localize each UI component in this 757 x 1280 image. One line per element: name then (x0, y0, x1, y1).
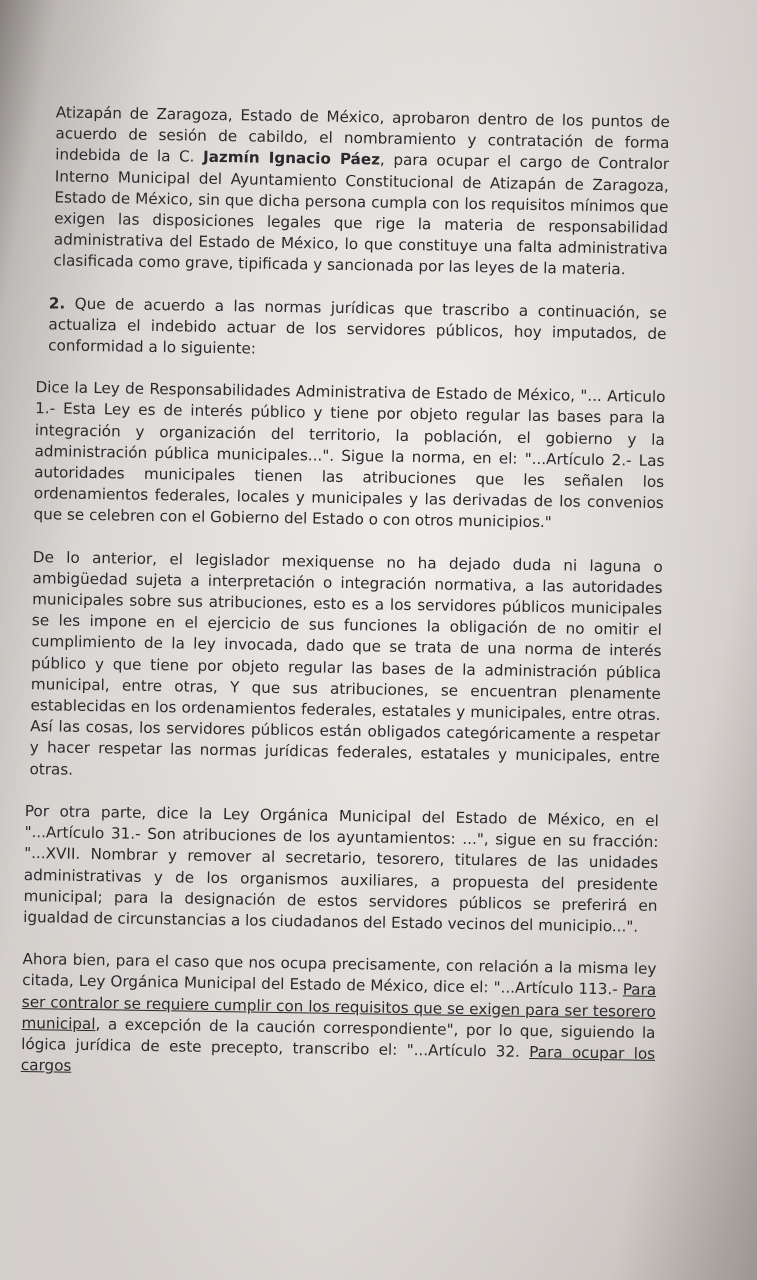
paragraph-continuation (27, 102, 670, 282)
numbered-paragraph-2 (26, 293, 667, 367)
paragraph-number: 2. (48, 293, 66, 313)
paragraph-text: Que de acuerdo a las normas jurídicas que trascribo a continuación, se actualiza el indebido actuar de los servidores públicos, hoy imputados, de conformidad a lo siguiente: (48, 294, 667, 358)
paragraph-text: Atizapán de Zaragoza, Estado de México, aprobaron dentro de los puntos de acuerdo de sesión de cabildo, el nombramiento y contratación de forma indebida de la C. (55, 103, 670, 167)
paragraph-text: , a excepción de la caución correspondiente", por lo que, siguiendo la lógica jurídica de este precepto, transcribo el: "...Artículo 32. (21, 1014, 656, 1061)
underlined-quote: Para ocupar los cargos (20, 1042, 656, 1075)
paragraph-text: , para ocupar el cargo de Contralor Interno Municipal del Ayuntamiento Constitucional de Atizapán de Zaragoza, Estado de México, sin que dicha persona cumpla con los requisitos mínimos que exigen las disposiciones legales que rige la materia de responsabilidad administrativa del Estado de México, lo que constituye una falta administrativa clasificada como grave, tipificada y sancionada por las leyes de la materia. (53, 150, 670, 279)
analysis-paragraph: De lo anterior, el legislador mexiquense no ha dejado duda ni laguna o ambigüedad sujeta a interpretación o integración normativa, a las autoridades municipales sobre sus atribuciones, esto es a los servidores públicos municipales se les impone en el ejercicio de sus funciones la obligación de no omitir el cumplimiento de la ley invocada, dado que se trata de una norma de interés público y que tiene por objeto regular las bases de la administración pública municipal, entre otras, Y que sus atribuciones, se encuentran plenamente establecidas en los ordenamientos federales, estatales y municipales, entre otras. Así las cosas, los servidores públicos están obligados categóricamente a respetar y hacer respetar las normas jurídicas federales, estatales y municipales, entre otras. (29, 547, 663, 779)
law-quote-paragraph: Dice la Ley de Responsabilidades Administrativa de Estado de México, "... Articulo 1.- Esta Ley es de interés público y tiene por objeto regular las bases para la integración y organización del territorio, la población, el gobierno y la administración pública municipales...". Sigue la norma, en el: "...Artículo 2.- Las autoridades municipales tienen las atribuciones que les señalen los ordenamientos federales, locales y municipales y las derivadas de los convenios que se celebren con el Gobierno del Estado o con otros municipios." (33, 378, 666, 532)
paragraph-text: Ahora bien, para el caso que nos ocupa precisamente, con relación a la misma ley citada, Ley Orgánica Municipal del Estado de México, dice el: "...Artículo 113.- (22, 950, 657, 999)
document-body (14, 102, 670, 1107)
person-name: Jazmín Ignacio Páez (202, 148, 381, 169)
organic-law-paragraph: Por otra parte, dice la Ley Orgánica Municipal del Estado de México, en el "...Artículo 31.- Son atribuciones de los ayuntamientos: ...", sigue en su fracción: "...XVII. Nombrar y remover al secretario, tesorero, titulares de las unidades administrativas y de los organismos auxiliares, a propuesta del presidente municipal; para la designación de estos servidores públicos se preferirá en igualdad de circunstancias a los ciudadanos del Estado vecinos del municipio...". (23, 801, 659, 936)
underlined-quote: Para ser contralor se requiere cumplir con los requisitos que se exigen para ser tesorero municipal (21, 980, 657, 1033)
article-113-paragraph (15, 949, 657, 1086)
